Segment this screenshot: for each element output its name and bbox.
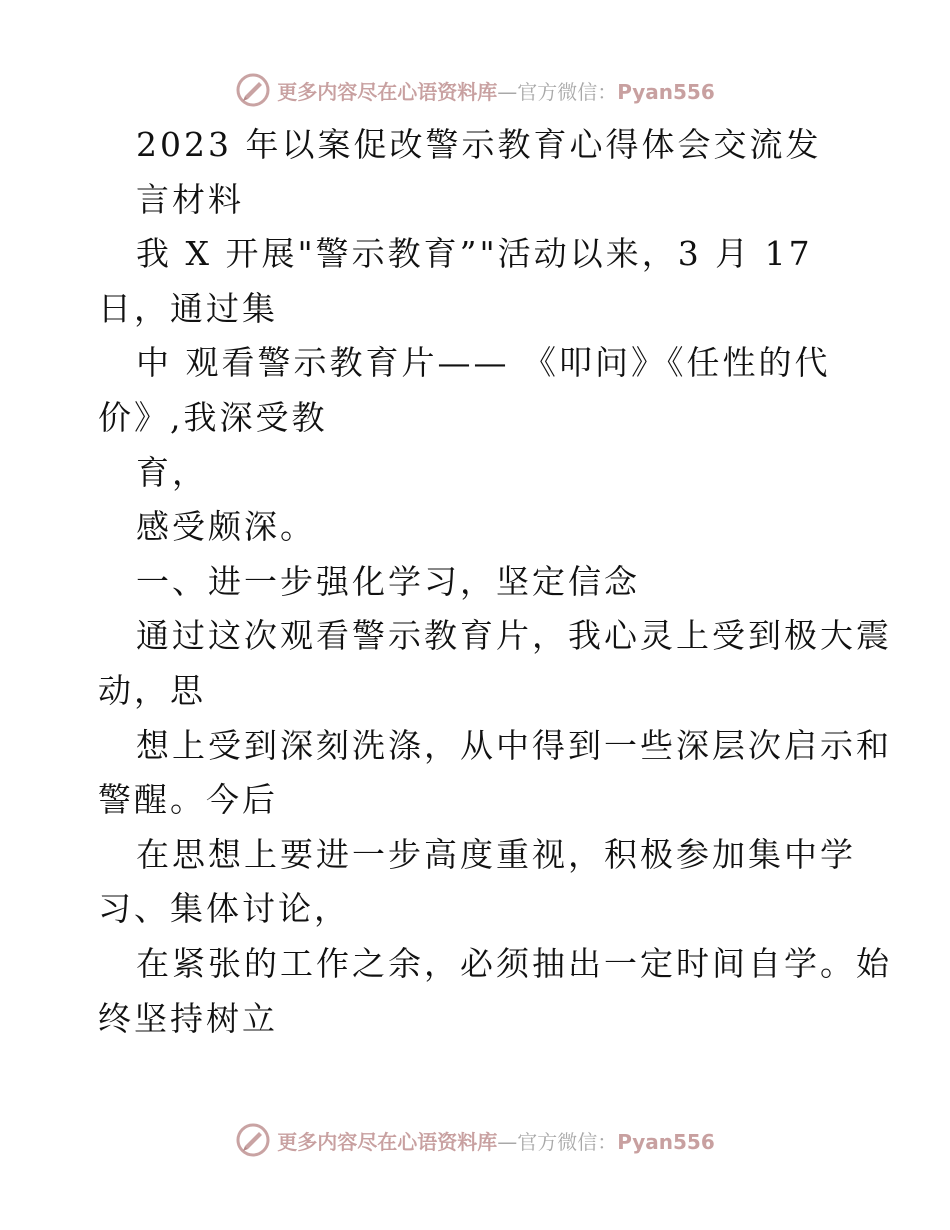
- watermark-dash: —: [497, 1129, 518, 1154]
- pen-logo-icon: [235, 1122, 271, 1158]
- watermark-text: [277, 1126, 715, 1155]
- text-line: 言材料: [136, 179, 244, 219]
- watermark-main-text: 更多内容尽在心语资料库: [277, 79, 498, 104]
- watermark-wechat-label: 官方微信：: [517, 1129, 618, 1154]
- text-line: 一、进一步强化学习，坚定信念: [136, 561, 640, 601]
- text-line: 动，思: [98, 670, 206, 710]
- text-line: 2023 年以案促改警示教育心得体会交流发: [136, 125, 822, 164]
- text-line: 想上受到深刻洗涤，从中得到一些深层次启示和: [136, 725, 892, 765]
- header-watermark: [0, 70, 950, 110]
- watermark-wechat-id: Pyan556: [617, 1129, 715, 1154]
- watermark-wechat-id: Pyan556: [617, 79, 715, 104]
- text-line: 警醒。今后: [98, 780, 278, 820]
- watermark-dash: —: [497, 79, 518, 104]
- text-line: 在紧张的工作之余，必须抽出一定时间自学。始: [136, 943, 892, 983]
- text-line: 通过这次观看警示教育片，我心灵上受到极大震: [136, 616, 892, 656]
- watermark-main-text: 更多内容尽在心语资料库: [277, 1129, 498, 1154]
- text-line: 价》,我深受教: [98, 397, 328, 437]
- watermark-text: [277, 76, 715, 105]
- text-line: 终坚持树立: [98, 998, 278, 1038]
- text-line: 习、集体讨论，: [98, 889, 350, 929]
- text-line: 日，通过集: [98, 288, 278, 328]
- text-line: 在思想上要进一步高度重视，积极参加集中学: [136, 834, 856, 874]
- pen-logo-icon: [235, 72, 271, 108]
- text-line: 中 观看警示教育片—— 《叩问》《任性的代: [136, 343, 831, 383]
- text-line: 育，: [136, 452, 208, 492]
- text-line: 感受颇深。: [136, 507, 316, 547]
- text-line: 我 X 开展"警示教育”"活动以来，3 月 17: [136, 234, 813, 274]
- footer-watermark: [0, 1120, 950, 1160]
- watermark-wechat-label: 官方微信：: [517, 79, 618, 104]
- document-body: [98, 118, 892, 1046]
